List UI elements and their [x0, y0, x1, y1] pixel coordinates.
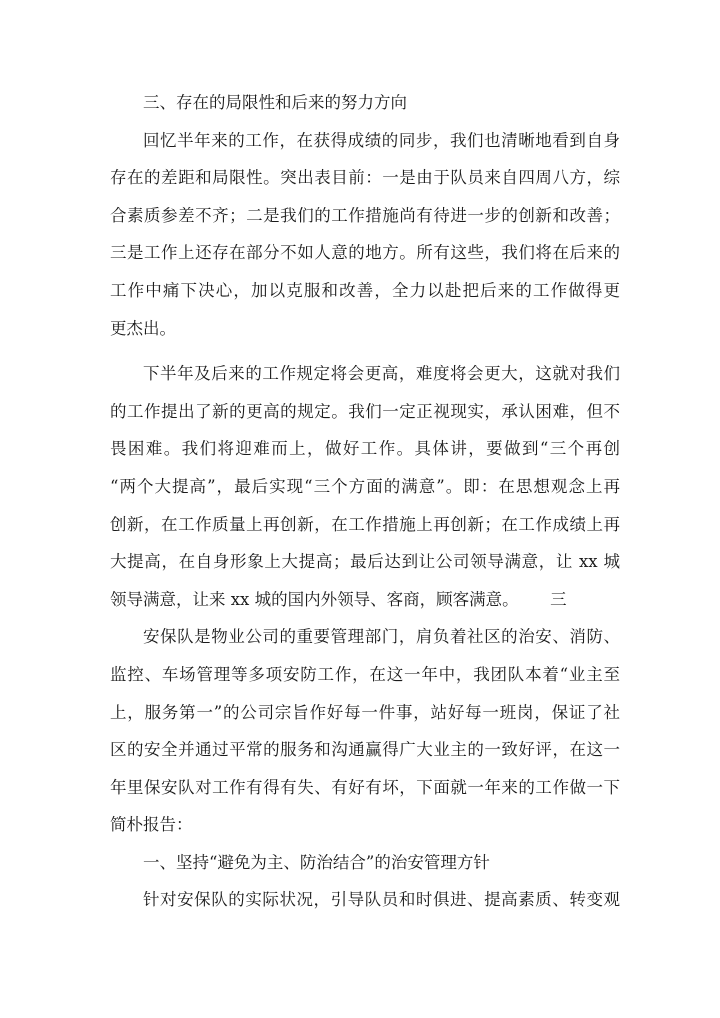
paragraph-line: 安保队是物业公司的重要管理部门，肩负着社区的治安、消防、 — [143, 627, 620, 647]
paragraph-line: 简朴报告： — [110, 815, 193, 835]
paragraph-line: 三是工作上还存在部分不如人意的地方。所有这些，我们将在后来的 — [110, 243, 620, 263]
paragraph-line: “两个大提高”，最后实现“三个方面的满意”。即：在思想观念上再 — [110, 476, 620, 496]
paragraph-line: 领导满意，让来 xx 城的国内外领导、客商，顾客满意。 三 — [110, 589, 567, 609]
paragraph-line: 回忆半年来的工作，在获得成绩的同步，我们也清晰地看到自身 — [143, 130, 620, 150]
paragraph-line: 工作中痛下决心，加以克服和改善，全力以赴把后来的工作做得更 — [110, 280, 620, 300]
paragraph-line: 创新，在工作质量上再创新，在工作措施上再创新；在工作成绩上再 — [110, 514, 620, 534]
paragraph-line: 区的安全并通过平常的服务和沟通赢得广大业主的一致好评，在这一 — [110, 740, 620, 760]
paragraph-line: 下半年及后来的工作规定将会更高，难度将会更大，这就对我们 — [143, 364, 620, 384]
section-heading: 一、坚持“避免为主、防治结合”的治安管理方针 — [143, 852, 490, 872]
paragraph-line: 畏困难。我们将迎难而上，做好工作。具体讲，要做到“三个再创 — [110, 439, 620, 459]
paragraph-line: 的工作提出了新的更高的规定。我们一定正视现实，承认困难，但不 — [110, 401, 620, 421]
paragraph-line: 年里保安队对工作有得有失、有好有坏，下面就一年来的工作做一下 — [110, 777, 620, 797]
paragraph-line: 存在的差距和局限性。突出表目前：一是由于队员来自四周八方，综 — [110, 168, 620, 188]
document-body — [110, 84, 620, 919]
paragraph-line: 大提高，在自身形象上大提高；最后达到让公司领导满意，让 xx 城 — [110, 552, 620, 572]
paragraph-line: 监控、车场管理等多项安防工作，在这一年中，我团队本着“业主至 — [110, 664, 620, 684]
paragraph-line: 合素质参差不齐；二是我们的工作措施尚有待进一步的创新和改善； — [110, 205, 620, 225]
paragraph-line: 上，服务第一”的公司宗旨作好每一件事，站好每一班岗，保证了社 — [110, 702, 620, 722]
section-heading: 三、存在的局限性和后来的努力方向 — [143, 93, 407, 112]
paragraph-line: 更杰出。 — [110, 318, 176, 338]
paragraph-line: 针对安保队的实际状况，引导队员和时俱进、提高素质、转变观 — [143, 890, 620, 910]
